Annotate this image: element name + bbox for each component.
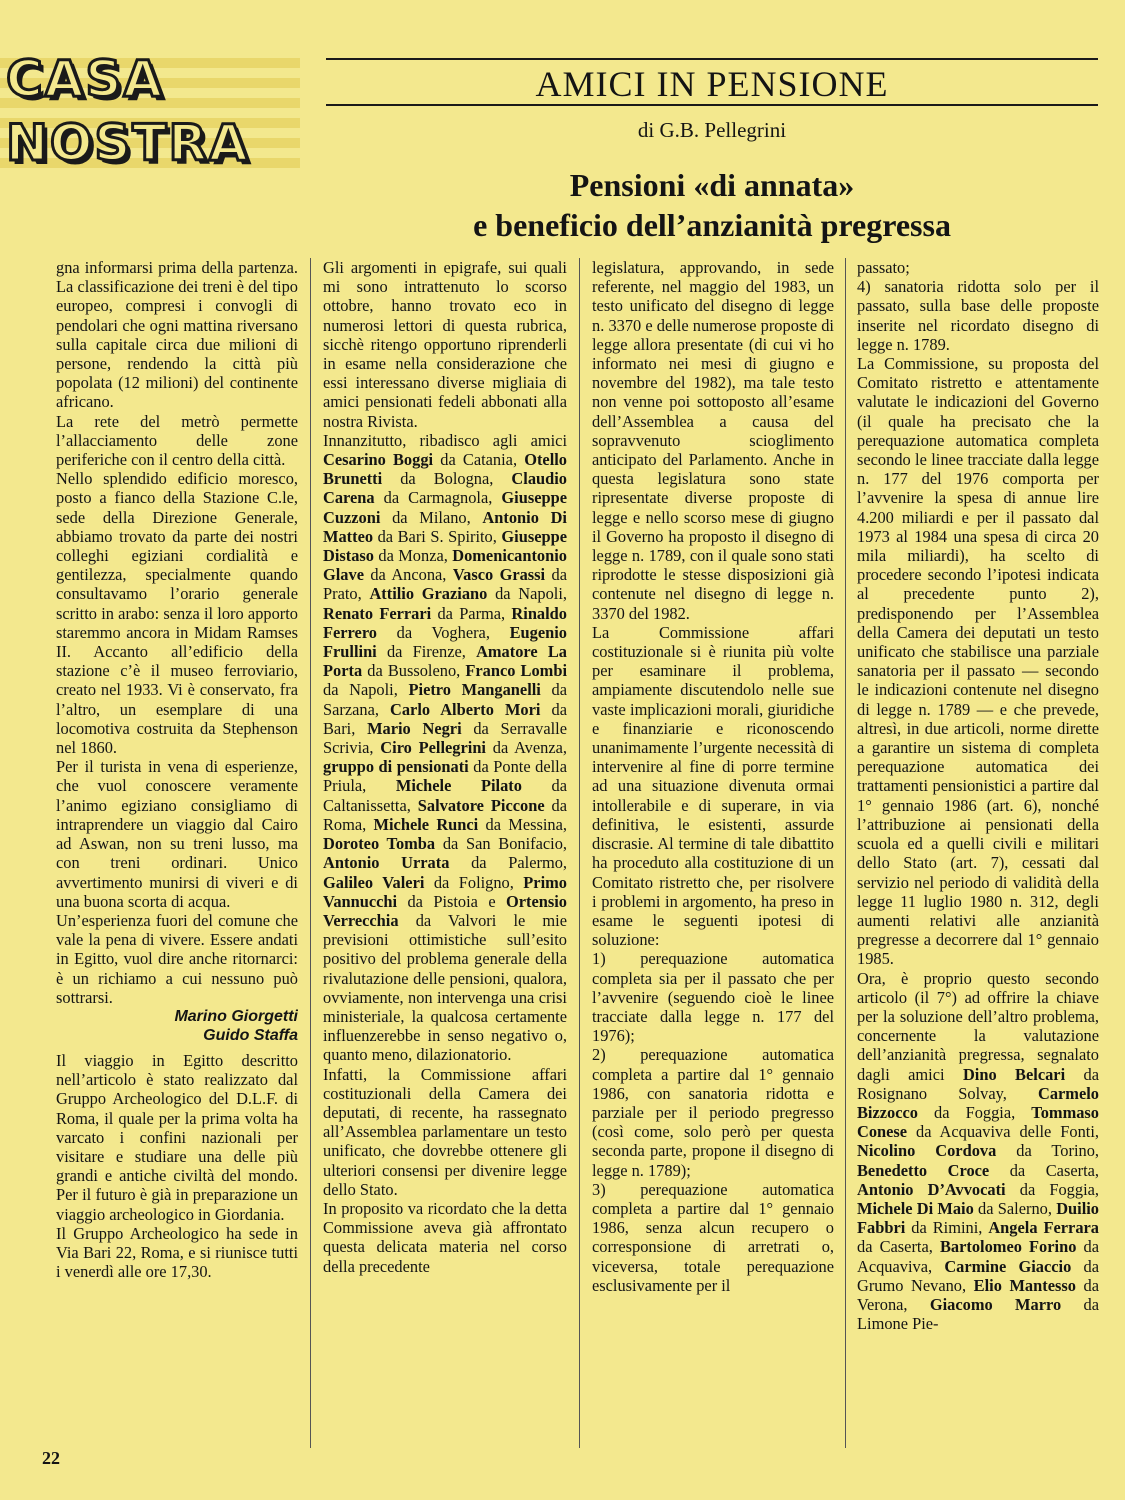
person-origin: da Foggia, [917,1102,1032,1122]
person-origin: da Grumo Nevano, [857,1256,1099,1295]
paragraph-intro: Ora, è proprio questo secondo articolo (il 7°) ad offrire la chiave per la soluzione dell’altro problema, concernente la valutazione dell’anzianità pregressa, segnalato dagli amici [857,968,1099,1084]
person-name: Primo Vannucchi [323,872,567,911]
headline-line-1: Pensioni «di annata» [569,167,855,203]
list-item: 2) perequazione automatica completa a partire dal 1° gennaio 1986, con sanatoria ridotta e parziale per il periodo pregresso (così come, solo però per questa seconda parte, propone il disegno di legge n. 1789); [592,1045,834,1180]
column-2 [323,258,567,1446]
person-origin: da Serravalle Scrivia, [323,718,567,758]
person-name: Duilio Fabbri [857,1198,1099,1238]
paragraph: La Commissione, su proposta del Comitato ristretto e attentamente valutate le indicazioni del Governo (il quale ha precisato che la perequazione automatica completa secondo le linee tracciate dalla legge n. 177 del 1976 comporta per l’avvenire la spesa di annue lire 4.200 miliardi e per il passato dal 1973 al 1984 una spesa di circa 20 mila miliardi), ha scelto di procedere secondo l’ipotesi indicata al precedente punto 2), predisponendo per l’Assemblea della Camera dei deputati un testo unificato che stabilisce una parziale sanatoria per il passato — secondo le indicazioni contenute nel disegno di legge n. 1789 — e che prevede, altresì, in due articoli, norme dirette a garantire un sistema di completa perequazione automatica dei trattamenti pensionistici a partire dal 1° gennaio 1986 (art. 6), nonché l’attribuzione ai pensionati della scuola ed a quelli civili e militari dello Stato (art. 7), cessati dal servizio nel periodo di validità della legge 11 luglio 1980 n. 312, degli aumenti relativi alle anzianità pregresse a decorrere dal 1° gennaio 1985. [857,354,1099,969]
column-4 [857,258,1099,1446]
person-name: Franco Lombi [465,661,567,681]
paragraph: Gli argomenti in epigrafe, sui quali mi sono intrattenuto lo scorso ottobre, hanno trovato eco in numerosi lettori di questa rubrica, sicchè ritengo opportuno riprenderli in esame nella considerazione che essi interessano diverse migliaia di amici pensionati fedeli abbonati alla nostra Rivista. [323,258,567,431]
person-name: Rinaldo Ferrero [323,603,567,642]
person-origin: da Bussoleno, [362,661,466,681]
person-origin: da Messina, [478,814,567,834]
person-origin: da Caserta, [857,1237,940,1257]
section-title: AMICI IN PENSIONE [535,64,889,104]
person-name: Angela Ferrara [988,1218,1099,1238]
person-name: Carlo Alberto Mori [390,699,541,719]
person-origin: da Pistoia e [397,891,506,911]
column-3 [592,258,834,1446]
person-name: Claudio Carena [323,469,567,508]
person-origin: da Roma, [323,795,567,834]
paragraph: Il viaggio in Egitto descritto nell’articolo è stato realizzato dal Gruppo Archeologico del D.L.F. di Roma, il quale per la prima volta ha varcato i confini nazionali per visitare e studiare una delle più grandi e antiche civiltà del mondo. Per il futuro è già in preparazione un viaggio archeologico in Giordania. [56,1050,298,1224]
paragraph: La rete del metrò permette l’allacciamento delle zone periferiche con il centro della città. [56,411,298,470]
person-name: Giuseppe Cuzzoni [323,488,567,527]
headline-line-2: e beneficio dell’anzianità pregressa [473,207,951,243]
person-name: Mario Negri [367,718,462,738]
person-name: Michele Di Maio [857,1198,974,1218]
article-headline [326,165,1098,245]
names-list [323,450,567,930]
person-name: Giacomo Marro [929,1294,1062,1314]
person-name: Cesarino Boggi [323,450,434,470]
header-rule-top [326,58,1098,60]
person-name: Nicolino Cordova [857,1141,997,1161]
person-origin: da Foligno, [424,872,524,892]
person-origin: da Acquaviva delle Fonti, [907,1122,1099,1142]
logo-word-nostra: NOSTRA [6,114,250,172]
person-name: Eugenio Frullini [323,622,567,662]
person-origin: da Acquaviva, [857,1237,1099,1276]
person-origin: da Salerno, [973,1198,1057,1218]
paragraph: La Commissione affari costituzionale si è riunita più volte per esaminare il problema, ampiamente discutendolo nelle sue vaste implicazioni morali, giuridiche e finanziarie e riconoscendo unanimamente l’urgente necessità di intervenire al fine di porre termine ad una situazione divenuta ormai intollerabile e di superare, in via definitiva, le esistenti, assurde discrasie. Al termine di tale dibattito ha proceduto alla costituzione di un Comitato ristretto che, per risolvere i problemi in argomento, ha preso in esame le seguenti ipotesi di soluzione: [592,622,834,950]
casa-nostra-logo [0,52,300,190]
person-name: Galileo Valeri [323,872,425,892]
person-origin: da Catania, [433,450,525,470]
paragraph: gna informarsi prima della partenza. La classificazione dei treni è del tipo europeo, compresi i convogli di pendolari che ogni mattina riversano sulla capitale circa due milioni di persone, rendendo la città più popolata (12 milioni) del continente africano. [56,258,298,412]
article-author: di G.B. Pellegrini [637,118,787,142]
column-divider-3 [845,258,846,1448]
person-origin: da Palermo, [449,853,567,873]
paragraph: Il Gruppo Archeologico ha sede in Via Bari 22, Roma, e si riunisce tutti i venerdì alle ore 17,30. [56,1223,298,1282]
logo-word-casa: CASA [6,50,165,108]
person-origin: da Verona, [857,1275,1099,1314]
person-origin: da Bari, [323,699,567,738]
paragraph-rest: le mie previsioni ottimistiche sull’esito positivo del problema generale della rivalutazione delle pensioni, qualora, ovviamente, non intervenga una crisi ministeriale, la qualcosa certamente influenzerebbe in senso negativo o, quanto meno, dilazionatorio. [323,910,567,1065]
person-name: Vasco Grassi [452,565,546,585]
paragraph: passato; [857,258,910,277]
names-paragraph [857,969,1099,1334]
person-origin: da Napoli, [487,584,567,604]
paragraph: Nello splendido edificio moresco, posto a fianco della Stazione C.le, sede della Direzione Generale, abbiamo trovato da parte dei nostri colleghi egiziani cordialità e gentilezza, specialmente quando consultavamo l’orario generale scritto in arabo: senza il loro apporto staremmo ancora in Midam Ramses II. Accanto all’edificio della stazione c’è il museo ferroviario, creato nel 1933. Vi è conservato, fra l’altro, un esemplare di una locomotiva costruita da Stephenson nel 1860. [56,469,298,758]
person-name: Amatore La Porta [323,642,567,681]
person-origin: da Foggia, [1005,1179,1099,1199]
person-origin: da Ancona, [363,565,453,585]
person-name: Carmine Giaccio [944,1256,1072,1276]
person-name: Giuseppe Distaso [323,526,567,566]
column-1 [56,258,298,1446]
person-name: gruppo di pensionati [323,757,469,777]
signature-1: Marino Giorgetti [174,1007,298,1025]
person-origin: da Rosignano Solvay, [857,1064,1099,1103]
paragraph: Per il turista in vena di esperienze, che vuol conoscere veramente l’animo egiziano consigliamo di intraprendere un viaggio dal Cairo ad Aswan, non su treni lusso, ma con treni ordinari. Unico avvertimento munirsi di viveri e di una buona scorta di acqua. [56,757,298,911]
person-origin: da Bari S. Spirito, [373,526,502,546]
person-name: Attilio Graziano [369,584,488,604]
person-origin: da Prato, [323,565,567,604]
person-origin: da Parma, [431,603,512,623]
header-rule-bottom [326,104,1098,106]
paragraph: legislatura, approvando, in sede referente, nel maggio del 1983, un testo unificato del disegno di legge n. 3370 e delle numerose proposte di legge allora presentate (di cui vi ho informato nei mesi di giugno e novembre del 1982), ma tale testo non venne poi sottoposto all’esame dell’Assemblea a causa del sopravvenuto scioglimento anticipato del Parlamento. Anche in questa legislatura sono state ripresentate diverse proposte di legge e nello scorso mese di giugno il Governo ha proposto il disegno di legge n. 1789, con il quale sono stati riprodotte le stesse disposizioni già contenute nel disegno di legge n. 3370 del 1982. [592,258,834,623]
person-origin: da Voghera, [377,622,510,642]
signature-2: Guido Staffa [203,1026,298,1044]
person-origin: da Firenze, [376,642,477,662]
person-origin: da Bologna, [382,469,512,489]
person-name: Doroteo Tomba [323,834,436,854]
person-name: Elio Mantesso [973,1275,1076,1295]
names-paragraph [323,431,567,1065]
person-name: Bartolomeo Forino [939,1237,1077,1257]
person-name: Antonio Urrata [323,853,450,873]
paragraph-intro: Innanzitutto, ribadisco agli amici [323,430,567,450]
person-name: Renato Ferrari [323,603,432,623]
person-origin: da Torino, [996,1141,1099,1161]
person-name: Ciro Pellegrini [380,738,486,758]
person-name: Salvatore Piccone [417,795,545,815]
person-origin: da Napoli, [323,680,409,700]
person-name: Dino Belcari [962,1064,1066,1084]
person-origin: da Caserta, [989,1160,1099,1180]
person-name: Antonio Di Matteo [323,507,567,546]
page-number: 22 [42,1448,60,1468]
person-name: Michele Runci [373,814,479,834]
person-name: Tommaso Conese [857,1102,1099,1142]
person-name: Antonio D’Avvocati [857,1179,1006,1199]
list-item: 4) sanatoria ridotta solo per il passato, sulla base delle proposte inserite nel ricordato disegno di legge n. 1789. [857,277,1099,354]
person-name: Pietro Manganelli [408,680,541,700]
column-divider-2 [579,258,580,1448]
paragraph: Un’esperienza fuori del comune che vale la pena di vivere. Essere andati in Egitto, vuol dire anche ritornarci: è un richiamo a cui nessuno può sottrarsi. [56,910,298,1007]
person-origin: da Ponte della Priula, [323,757,567,796]
column-divider-1 [310,258,311,1448]
list-item: 3) perequazione automatica completa a partire dal 1° gennaio 1986, senza alcun recupero o corresponsione di arretrati o, viceversa, totale perequazione esclusivamente per il [592,1179,834,1295]
list-item: 1) perequazione automatica completa sia per il passato che per l’avvenire (seguendo cioè le linee tracciate dalla legge n. 177 del 1976); [592,949,834,1046]
person-origin: da Carmagnola, [374,488,502,508]
person-origin: da Caltanissetta, [323,776,567,815]
person-origin: da Rimini, [905,1218,989,1238]
person-origin: da Monza, [374,546,453,566]
person-name: Domenicantonio Glave [323,546,567,585]
paragraph: Infatti, la Commissione affari costituzionali della Camera dei deputati, di recente, ha rassegnato all’Assemblea parlamentare un testo unificato, che dovrebbe ottenere gli ulteriori consensi per divenire legge dello Stato. [323,1064,567,1199]
person-origin: da Milano, [380,507,483,527]
person-name: Ortensio Verrecchia [323,891,567,930]
person-name: Michele Pilato [395,776,522,796]
person-origin: da Avenza, [485,738,567,758]
paragraph: In proposito va ricordato che la detta Commissione aveva già affrontato questa delicata materia nel corso della precedente [323,1198,567,1276]
person-origin: da San Bonifacio, [435,834,567,854]
person-name: Otello Brunetti [323,450,567,489]
person-name: Carmelo Bizzocco [857,1083,1099,1122]
person-name: Benedetto Croce [857,1160,990,1180]
person-origin: da Limone Pie- [857,1294,1099,1334]
person-origin: da Sarzana, [323,680,567,719]
names-list [857,1065,1099,1334]
person-origin: da Valvori [398,910,514,930]
